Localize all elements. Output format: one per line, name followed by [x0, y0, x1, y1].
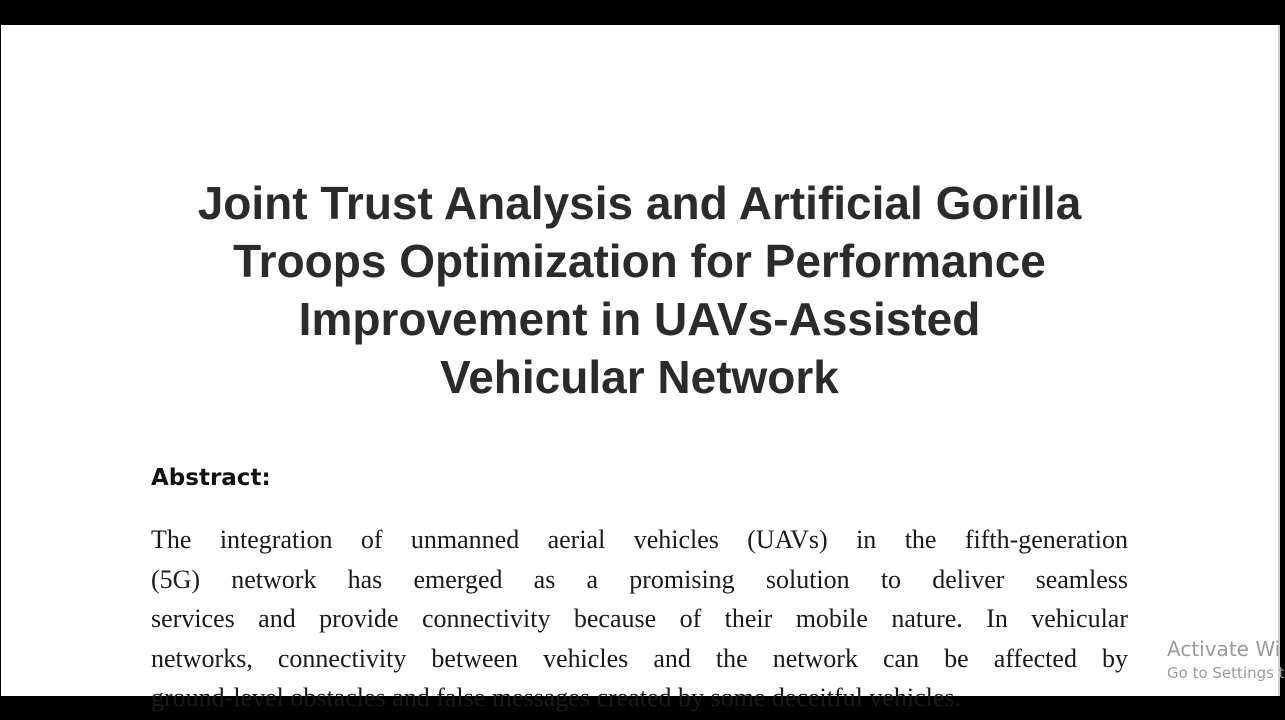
page-scroll-edge [1278, 25, 1280, 696]
abstract-line: services and provide connectivity because of their mobile nature. In vehicular [151, 604, 1128, 633]
abstract-line: The integration of unmanned aerial vehicles (UAVs) in the fifth-generation [151, 525, 1128, 554]
watermark-subtitle: Go to Settings t [1167, 664, 1285, 682]
title-line: Joint Trust Analysis and Artificial Gorilla [197, 177, 1082, 229]
document-page [1, 25, 1278, 712]
abstract-heading: Abstract: [151, 465, 271, 491]
abstract-body [151, 520, 1128, 718]
abstract-line: (5G) network has emerged as a promising solution to deliver seamless [151, 564, 1128, 594]
title-line: Troops Optimization for Performance [233, 235, 1046, 287]
abstract-line: ground-level obstacles and false messages created by some deceitful vehicles. [151, 683, 962, 712]
abstract-line: networks, connectivity between vehicles and the network can be affected by [151, 643, 1128, 673]
title-line: Improvement in UAVs-Assisted [298, 293, 981, 345]
watermark-title: Activate Wi [1167, 637, 1281, 661]
activate-windows-watermark [1167, 636, 1285, 684]
paper-title [1, 174, 1278, 406]
title-line: Vehicular Network [440, 351, 839, 403]
